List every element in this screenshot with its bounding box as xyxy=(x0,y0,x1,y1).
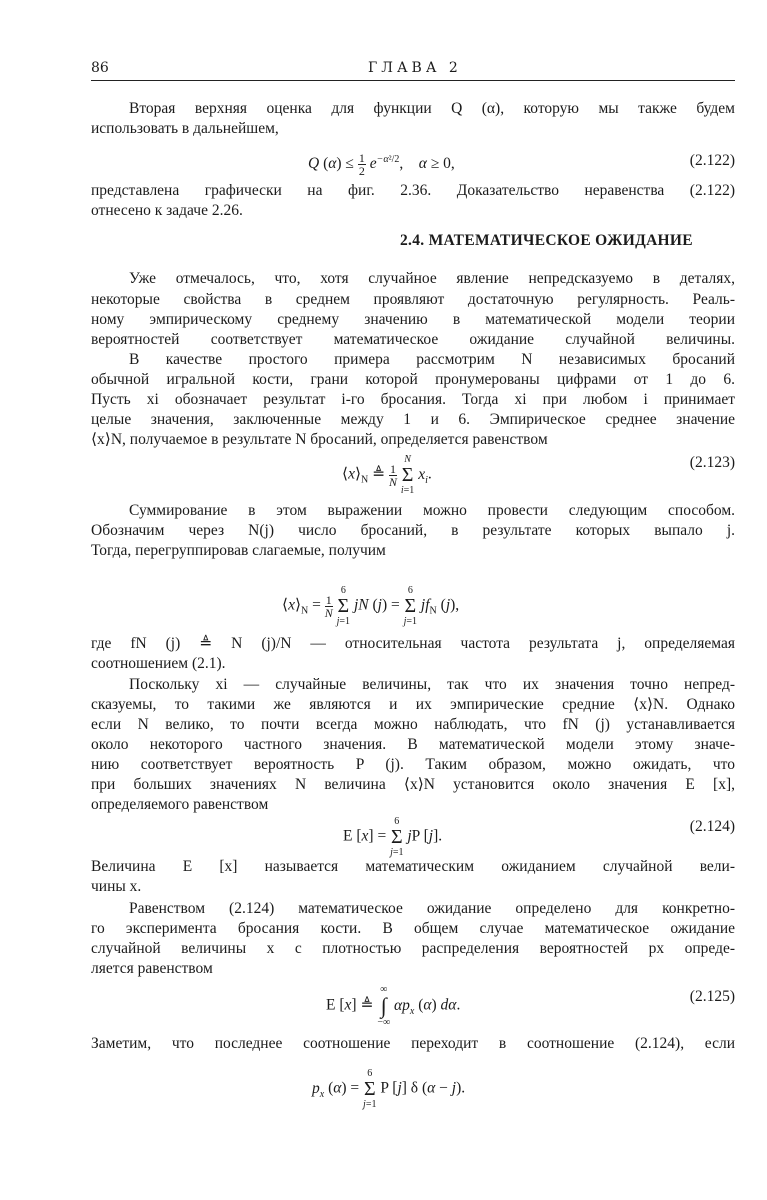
text-line: ному эмпирическому среднему значению в математической модели теории xyxy=(91,311,735,328)
text-line: Величина E [x] называется математическим ожиданием случайной вели- xyxy=(91,858,735,875)
text-line: чины x. xyxy=(91,878,142,895)
equation-last: $p_x$ (α) = 6 Σ j=1 P [j] δ (α − j). xyxy=(312,1068,466,1110)
text-line: сказуемы, то такими же являются и их эмпирические средние ⟨x⟩N. Однако xyxy=(91,696,735,713)
text-line: Заметим, что последнее соотношение переходит в соотношение (2.124), если xyxy=(91,1035,735,1052)
equation-2-124: E [x] = 6 Σ j=1 jP [j]. xyxy=(343,816,443,858)
equation-2-122: Q (α) ≤ $\frac{1}{2}$ $e^{-\alpha^2/2}$, α ≥ 0, xyxy=(308,151,455,178)
equation-unnumbered: $⟨x⟩_N$ = $\frac{1}{N}$ 6 Σ j=1 jN (j) = 6 Σ j=1 $jf_N$ (j), xyxy=(282,585,460,627)
text-line: случайной величины x с плотностью распределения вероятностей px опреде- xyxy=(91,940,735,957)
text-line: вероятностей соответствует математическое ожидание случайной величины. xyxy=(91,331,735,348)
text-line: В качестве простого примера рассмотрим N независимых бросаний xyxy=(129,351,735,368)
text-line: некоторые свойства в среднем проявляют достаточную регулярность. Реаль- xyxy=(91,291,735,308)
text-line: Вторая верхняя оценка для функции Q (α), которую мы также будем xyxy=(129,100,735,117)
text-line: определяемого равенством xyxy=(91,796,269,813)
text-line: Тогда, перегруппировав слагаемые, получим xyxy=(91,542,386,559)
text-line: обычной игральной кости, грани которой пронумерованы цифрами от 1 до 6. xyxy=(91,371,735,388)
text-line: целые значения, заключенные между 1 и 6. Эмпирическое среднее значение xyxy=(91,411,735,428)
text-line: отнесено к задаче 2.26. xyxy=(91,202,243,219)
equation-2-125: E [x] ≜ ∞ ∫ −∞ $\alpha p_x$ (α) dα. xyxy=(326,984,461,1028)
equation-2-123: $⟨x⟩_N$ ≜ $\frac{1}{N}$ N Σ i=1 $x_i$. xyxy=(342,454,432,496)
text-line: соотношением (2.1). xyxy=(91,655,226,672)
text-line: Пусть xi обозначает результат i-го бросания. Тогда xi при любом i принимает xyxy=(91,391,735,408)
text-line: Равенством (2.124) математическое ожидание определено для конкретно- xyxy=(129,900,735,917)
running-header: ГЛАВА 2 xyxy=(368,60,462,76)
text-line: Поскольку xi — случайные величины, так что их значения точно непред- xyxy=(129,676,735,693)
text-line: Суммирование в этом выражении можно провести следующим способом. xyxy=(129,502,735,519)
text-line: Уже отмечалось, что, хотя случайное явление непредсказуемо в деталях, xyxy=(129,270,735,287)
text-line: ⟨x⟩N, получаемое в результате N бросаний, определяется равенством xyxy=(91,431,548,448)
text-line: использовать в дальнейшем, xyxy=(91,120,279,137)
text-line: представлена графически на фиг. 2.36. Доказательство неравенства (2.122) xyxy=(91,182,735,199)
text-line: если N велико, то почти всегда можно наблюдать, что fN (j) устанавливается xyxy=(91,716,735,733)
equation-number: (2.122) xyxy=(689,152,735,169)
text-line: ляется равенством xyxy=(91,960,213,977)
equation-number: (2.124) xyxy=(689,818,735,835)
text-line: нию соответствует вероятность P (j). Таким образом, можно ожидать, что xyxy=(91,756,735,773)
text-line: го эксперимента бросания кости. В общем случае математическое ожидание xyxy=(91,920,735,937)
page-number: 86 xyxy=(91,60,109,76)
equation-number: (2.123) xyxy=(689,454,735,471)
equation-number: (2.125) xyxy=(689,988,735,1005)
section-heading: 2.4. МАТЕМАТИЧЕСКОЕ ОЖИДАНИЕ xyxy=(400,232,693,249)
text-line: при больших значениях N величина ⟨x⟩N установится около значения E [x], xyxy=(91,776,735,793)
header-rule xyxy=(91,80,735,81)
text-line: около некоторого частного значения. В математической модели этому значе- xyxy=(91,736,735,753)
text-line: где fN (j) ≜ N (j)/N — относительная частота результата j, определяемая xyxy=(91,635,735,652)
text-line: Обозначим через N(j) число бросаний, в результате которых выпало j. xyxy=(91,522,735,539)
